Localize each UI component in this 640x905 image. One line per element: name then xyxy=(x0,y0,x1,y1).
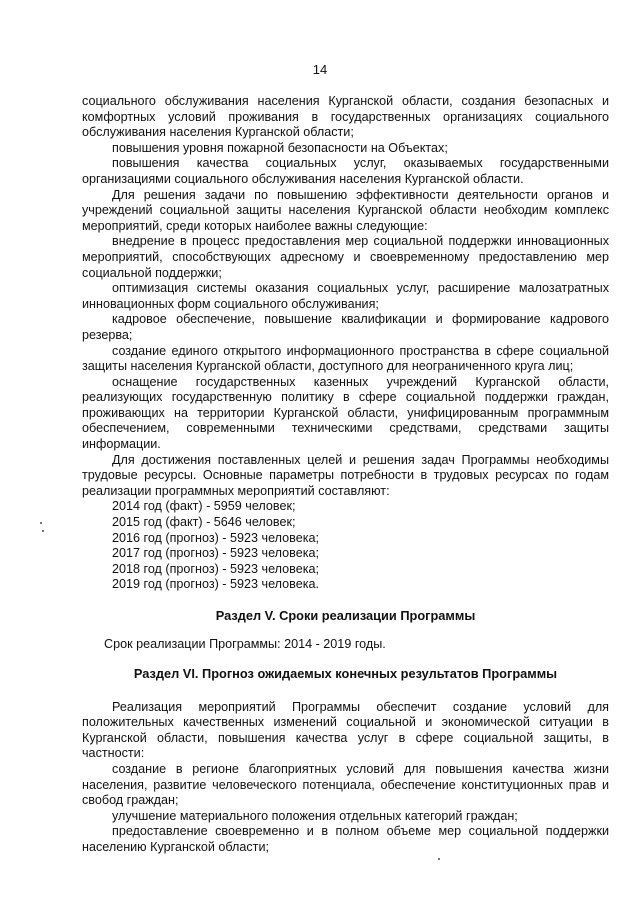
paragraph: оптимизация системы оказания социальных услуг, расширение малозатратных инновационных форм социального обслуживания; xyxy=(82,281,609,311)
paragraph: Реализация мероприятий Программы обеспечит создание условий для положительных качественных изменений социальной и экономической ситуации в Курганской области, повышения качества услуг в сфере социальной защиты, в частности: xyxy=(82,699,609,761)
list-item: 2017 год (прогноз) - 5923 человека; xyxy=(112,546,319,561)
paragraph: создание в регионе благоприятных условий для повышения качества жизни населения, развитие человеческого потенциала, обеспечение конституционных прав и свобод граждан; xyxy=(82,761,609,808)
paragraph: улучшение материального положения отдельных категорий граждан; xyxy=(112,808,518,823)
list-item: 2018 год (прогноз) - 5923 человека; xyxy=(112,561,319,576)
labor-resources-list xyxy=(82,499,609,593)
paragraph: кадровое обеспечение, повышение квалификации и формирование кадрового резерва; xyxy=(82,312,609,342)
paragraph: оснащение государственных казенных учреждений Курганской области, реализующих государственную политику в сфере социальной поддержки граждан, проживающих на территории Курганской области, унифицированным программным обеспечением, современными техническими средствами, средствами защиты информации. xyxy=(82,374,609,452)
list-item: 2014 год (факт) - 5959 человек; xyxy=(112,499,296,514)
scan-speck xyxy=(40,522,42,524)
section-heading: Раздел V. Сроки реализации Программы xyxy=(215,608,476,623)
paragraph: повышения качества социальных услуг, оказываемых государственными организациями социального обслуживания населения Курганской области. xyxy=(82,156,609,186)
paragraph: предоставление своевременно и в полном объеме мер социальной поддержки населению Курганской области; xyxy=(82,824,609,854)
scan-speck xyxy=(42,530,44,532)
paragraph: Для решения задачи по повышению эффективности деятельности органов и учреждений социальной защиты населения Курганской области необходим комплекс мероприятий, среди которых наиболее важны следующие: xyxy=(82,187,609,233)
section-heading: Раздел VI. Прогноз ожидаемых конечных результатов Программы xyxy=(133,665,558,681)
paragraph: Для достижения поставленных целей и решения задач Программы необходимы трудовые ресурсы. Основные параметры потребности в трудовых ресурсах по годам реализации программных мероприятий составляют: xyxy=(82,452,609,498)
paragraph: повышения уровня пожарной безопасности на Объектах; xyxy=(112,140,448,155)
list-item: 2016 год (прогноз) - 5923 человека; xyxy=(112,530,319,545)
paragraph: Срок реализации Программы: 2014 - 2019 годы. xyxy=(104,637,386,651)
paragraph: внедрение в процесс предоставления мер социальной поддержки инновационных мероприятий, способствующих адресному и своевременному предоставлению мер социальной поддержки; xyxy=(82,234,609,280)
list-item: 2015 год (факт) - 5646 человек; xyxy=(112,515,296,530)
page-number: 14 xyxy=(312,62,328,77)
paragraph: создание единого открытого информационного пространства в сфере социальной защиты населения Курганской области, доступного для неограниченного круга лиц; xyxy=(82,343,609,374)
list-item: 2019 год (прогноз) - 5923 человека. xyxy=(112,577,319,592)
paragraph: социального обслуживания населения Курганской области, создания безопасных и комфортных условий проживания в государственных организациях социального обслуживания населения Курганской области; xyxy=(82,94,609,140)
page-body xyxy=(82,94,609,856)
scan-speck xyxy=(438,858,440,860)
